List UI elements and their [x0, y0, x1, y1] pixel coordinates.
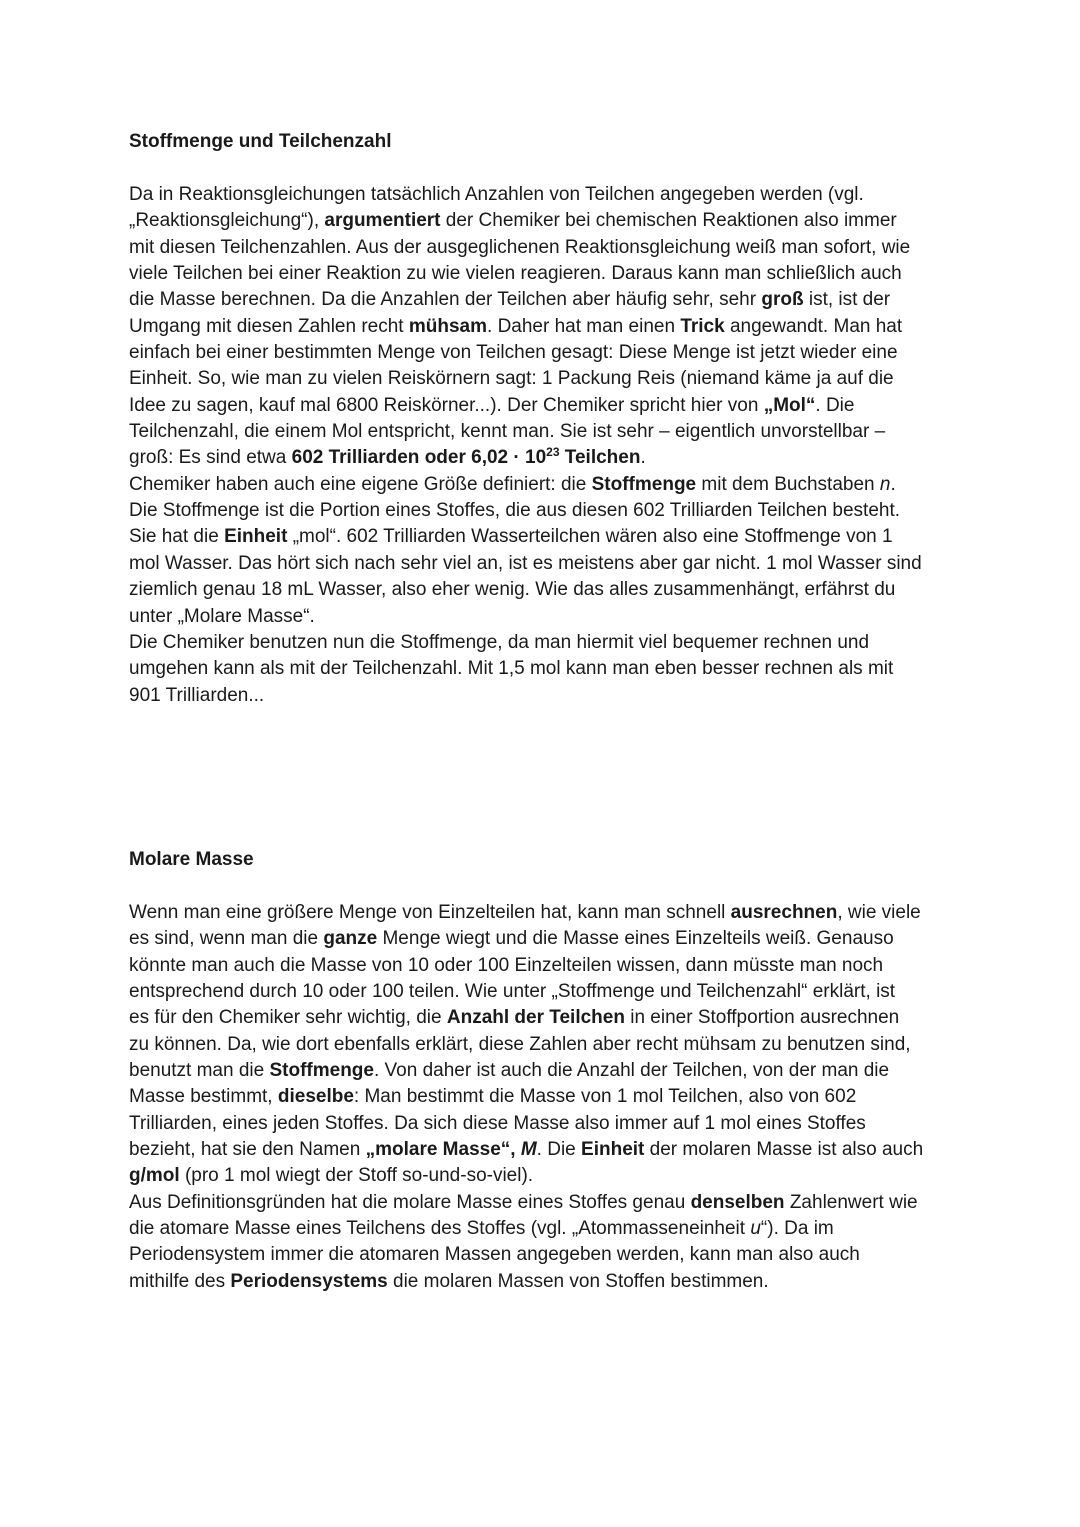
- bold-term: Periodensystems: [230, 1270, 388, 1292]
- bold-term: groß: [761, 289, 804, 311]
- bold-term: Stoffmenge: [269, 1060, 374, 1082]
- text-run: .: [640, 447, 646, 469]
- text-run: Teilchenzahl, die einem Mol entspricht, kennt man. Sie ist sehr – eigentlich unvorstellbar –: [129, 421, 886, 443]
- bold-term: „Mol“: [763, 394, 816, 416]
- text-line: [129, 926, 959, 952]
- text-line: [129, 524, 959, 550]
- text-run: „mol“. 602 Trilliarden Wasserteilchen wären also eine Stoffmenge von 1: [287, 526, 893, 548]
- text-run: „Reaktionsgleichung“),: [129, 210, 325, 232]
- text-run: könnte man auch die Masse von 10 oder 100 Einzelteilen wissen, dann müsste man noch: [129, 954, 884, 976]
- text-line: [129, 551, 959, 577]
- text-run: benutzt man die: [129, 1060, 270, 1082]
- text-run: bezieht, hat sie den Namen: [129, 1139, 366, 1161]
- text-run: entsprechend durch 10 oder 100 teilen. Wie unter „Stoffmenge und Teilchenzahl“ erklärt, ist: [129, 981, 896, 1003]
- bold-term: ganze: [323, 928, 378, 950]
- text-line: [129, 366, 959, 392]
- bold-term: mühsam: [408, 315, 488, 337]
- section-molare-masse: [129, 847, 959, 1295]
- text-line: [129, 656, 959, 682]
- bold-term: denselben: [690, 1191, 785, 1213]
- text-run: mol Wasser. Das hört sich nach sehr viel an, ist es meistens aber gar nicht. 1 mol Wasser sind: [129, 552, 922, 574]
- text-run: mit dem Buchstaben: [696, 473, 880, 495]
- text-run: die Masse berechnen. Da die Anzahlen der Teilchen aber häufig sehr, sehr: [129, 289, 762, 311]
- text-line: [129, 577, 959, 603]
- text-run: die molaren Massen von Stoffen bestimmen.: [387, 1270, 769, 1292]
- text-line: [129, 445, 959, 471]
- text-line: [129, 1137, 959, 1163]
- text-run: es sind, wenn man die: [129, 928, 324, 950]
- text-run: ist, ist der: [803, 289, 891, 311]
- text-run: mithilfe des: [129, 1270, 231, 1292]
- text-run: . Die: [536, 1139, 582, 1161]
- text-line: [129, 1058, 959, 1084]
- text-line: [129, 953, 959, 979]
- text-run: es für den Chemiker sehr wichtig, die: [129, 1007, 447, 1029]
- text-run: . Von daher ist auch die Anzahl der Teilchen, von der man die: [373, 1060, 890, 1082]
- text-run: Chemiker haben auch eine eigene Größe definiert: die: [129, 473, 592, 495]
- text-run: umgehen kann als mit der Teilchenzahl. Mit 1,5 mol kann man eben besser rechnen als mit: [129, 658, 894, 680]
- text-run: zu können. Da, wie dort ebenfalls erklärt, diese Zahlen aber recht mühsam zu benutzen sind,: [129, 1033, 911, 1055]
- bold-term: Trick: [680, 315, 725, 337]
- section-stoffmenge: [129, 129, 959, 709]
- text-run: unter „Molare Masse“.: [129, 605, 315, 627]
- text-run: Idee zu sagen, kauf mal 6800 Reiskörner...). Der Chemiker spricht hier von: [129, 394, 764, 416]
- section-body: [129, 182, 959, 709]
- text-run: Die Stoffmenge ist die Portion eines Stoffes, die aus diesen 602 Trilliarden Teilchen besteht.: [129, 500, 901, 522]
- text-line: [129, 683, 959, 709]
- text-run: . Die: [815, 394, 855, 416]
- text-run: einfach bei einer bestimmten Menge von Teilchen gesagt: Diese Menge ist jetzt wieder eine: [129, 342, 898, 364]
- bold-term: Anzahl der Teilchen: [446, 1007, 625, 1029]
- text-run: Periodensystem immer die atomaren Massen angegeben werden, kann man also auch: [129, 1244, 860, 1266]
- text-line: [129, 498, 959, 524]
- bold-term: argumentiert: [324, 210, 441, 232]
- text-run: in einer Stoffportion ausrechnen: [624, 1007, 900, 1029]
- text-line: [129, 472, 959, 498]
- text-run: angewandt. Man hat: [724, 315, 903, 337]
- text-run: Sie hat die: [129, 526, 225, 548]
- text-line: [129, 604, 959, 630]
- text-run: groß: Es sind etwa: [129, 447, 292, 469]
- text-run: “). Da im: [760, 1218, 834, 1240]
- text-run: .: [890, 473, 896, 495]
- text-run: Menge wiegt und die Masse eines Einzelteils weiß. Genauso: [377, 928, 894, 950]
- section-body: [129, 900, 959, 1295]
- text-line: [129, 208, 959, 234]
- text-run: Masse bestimmt,: [129, 1086, 278, 1108]
- text-line: [129, 393, 959, 419]
- text-line: [129, 1269, 959, 1295]
- text-line: [129, 314, 959, 340]
- text-line: [129, 235, 959, 261]
- bold-term: g/mol: [129, 1165, 180, 1187]
- text-run: Umgang mit diesen Zahlen recht: [129, 315, 409, 337]
- superscript: 23: [546, 445, 560, 460]
- text-line: [129, 1163, 959, 1189]
- text-run: (pro 1 mol wiegt der Stoff so-und-so-viel).: [179, 1165, 534, 1187]
- text-line: [129, 630, 959, 656]
- text-run: Zahlenwert wie: [784, 1191, 918, 1213]
- text-line: [129, 1242, 959, 1268]
- text-line: [129, 1032, 959, 1058]
- text-line: [129, 979, 959, 1005]
- bold-term: Einheit: [224, 526, 288, 548]
- section-heading: Molare Masse: [129, 849, 254, 870]
- text-run: der Chemiker bei chemischen Reaktionen also immer: [440, 210, 897, 232]
- text-run: 901 Trilliarden...: [129, 684, 265, 706]
- text-run: , wie viele: [837, 902, 921, 923]
- bold-term: Stoffmenge: [591, 473, 697, 495]
- text-line: [129, 1084, 959, 1110]
- bold-term: dieselbe: [277, 1086, 354, 1108]
- text-line: [129, 261, 959, 287]
- text-line: [129, 340, 959, 366]
- text-run: Einheit. So, wie man zu vielen Reiskörnern sagt: 1 Packung Reis (niemand käme ja auf die: [129, 368, 894, 390]
- text-run: Da in Reaktionsgleichungen tatsächlich Anzahlen von Teilchen angegeben werden (vgl.: [129, 184, 864, 205]
- text-run: Die Chemiker benutzen nun die Stoffmenge, da man hiermit viel bequemer rechnen und: [129, 631, 870, 653]
- text-run: Wenn man eine größere Menge von Einzelteilen hat, kann man schnell: [129, 902, 731, 923]
- text-run: die atomare Masse eines Teilchens des Stoffes (vgl. „Atommasseneinheit: [129, 1218, 751, 1240]
- text-run: mit diesen Teilchenzahlen. Aus der ausgeglichenen Reaktionsgleichung weiß man sofort, wie: [129, 236, 911, 258]
- section-heading: Stoffmenge und Teilchenzahl: [129, 131, 392, 152]
- text-run: n: [879, 473, 891, 495]
- text-line: [129, 1190, 959, 1216]
- bold-term: 602 Trilliarden oder 6,02 · 10: [291, 447, 547, 469]
- text-line: [129, 1216, 959, 1242]
- text-line: [129, 419, 959, 445]
- bold-term: M: [520, 1139, 537, 1161]
- text-run: u: [750, 1218, 761, 1240]
- text-run: Aus Definitionsgründen hat die molare Masse eines Stoffes genau: [129, 1191, 691, 1213]
- text-line: [129, 287, 959, 313]
- text-run: ziemlich genau 18 mL Wasser, also eher wenig. Wie das alles zusammenhängt, erfährst du: [129, 579, 896, 601]
- text-line: [129, 1111, 959, 1137]
- text-run: viele Teilchen bei einer Reaktion zu wie vielen reagieren. Daraus kann man schließlich auch: [129, 263, 902, 285]
- text-run: Trilliarden, eines jeden Stoffes. Da sich diese Masse also immer auf 1 mol eines Stoffes: [129, 1112, 866, 1134]
- text-line: [129, 900, 959, 926]
- text-run: der molaren Masse ist also auch: [644, 1139, 924, 1161]
- text-run: . Daher hat man einen: [487, 315, 681, 337]
- text-line: [129, 1005, 959, 1031]
- text-line: [129, 182, 959, 208]
- bold-term: Teilchen: [559, 447, 641, 469]
- bold-term: „molare Masse“,: [365, 1139, 521, 1161]
- bold-term: ausrechnen: [730, 902, 838, 923]
- text-run: : Man bestimmt die Masse von 1 mol Teilchen, also von 602: [353, 1086, 857, 1108]
- bold-term: Einheit: [581, 1139, 645, 1161]
